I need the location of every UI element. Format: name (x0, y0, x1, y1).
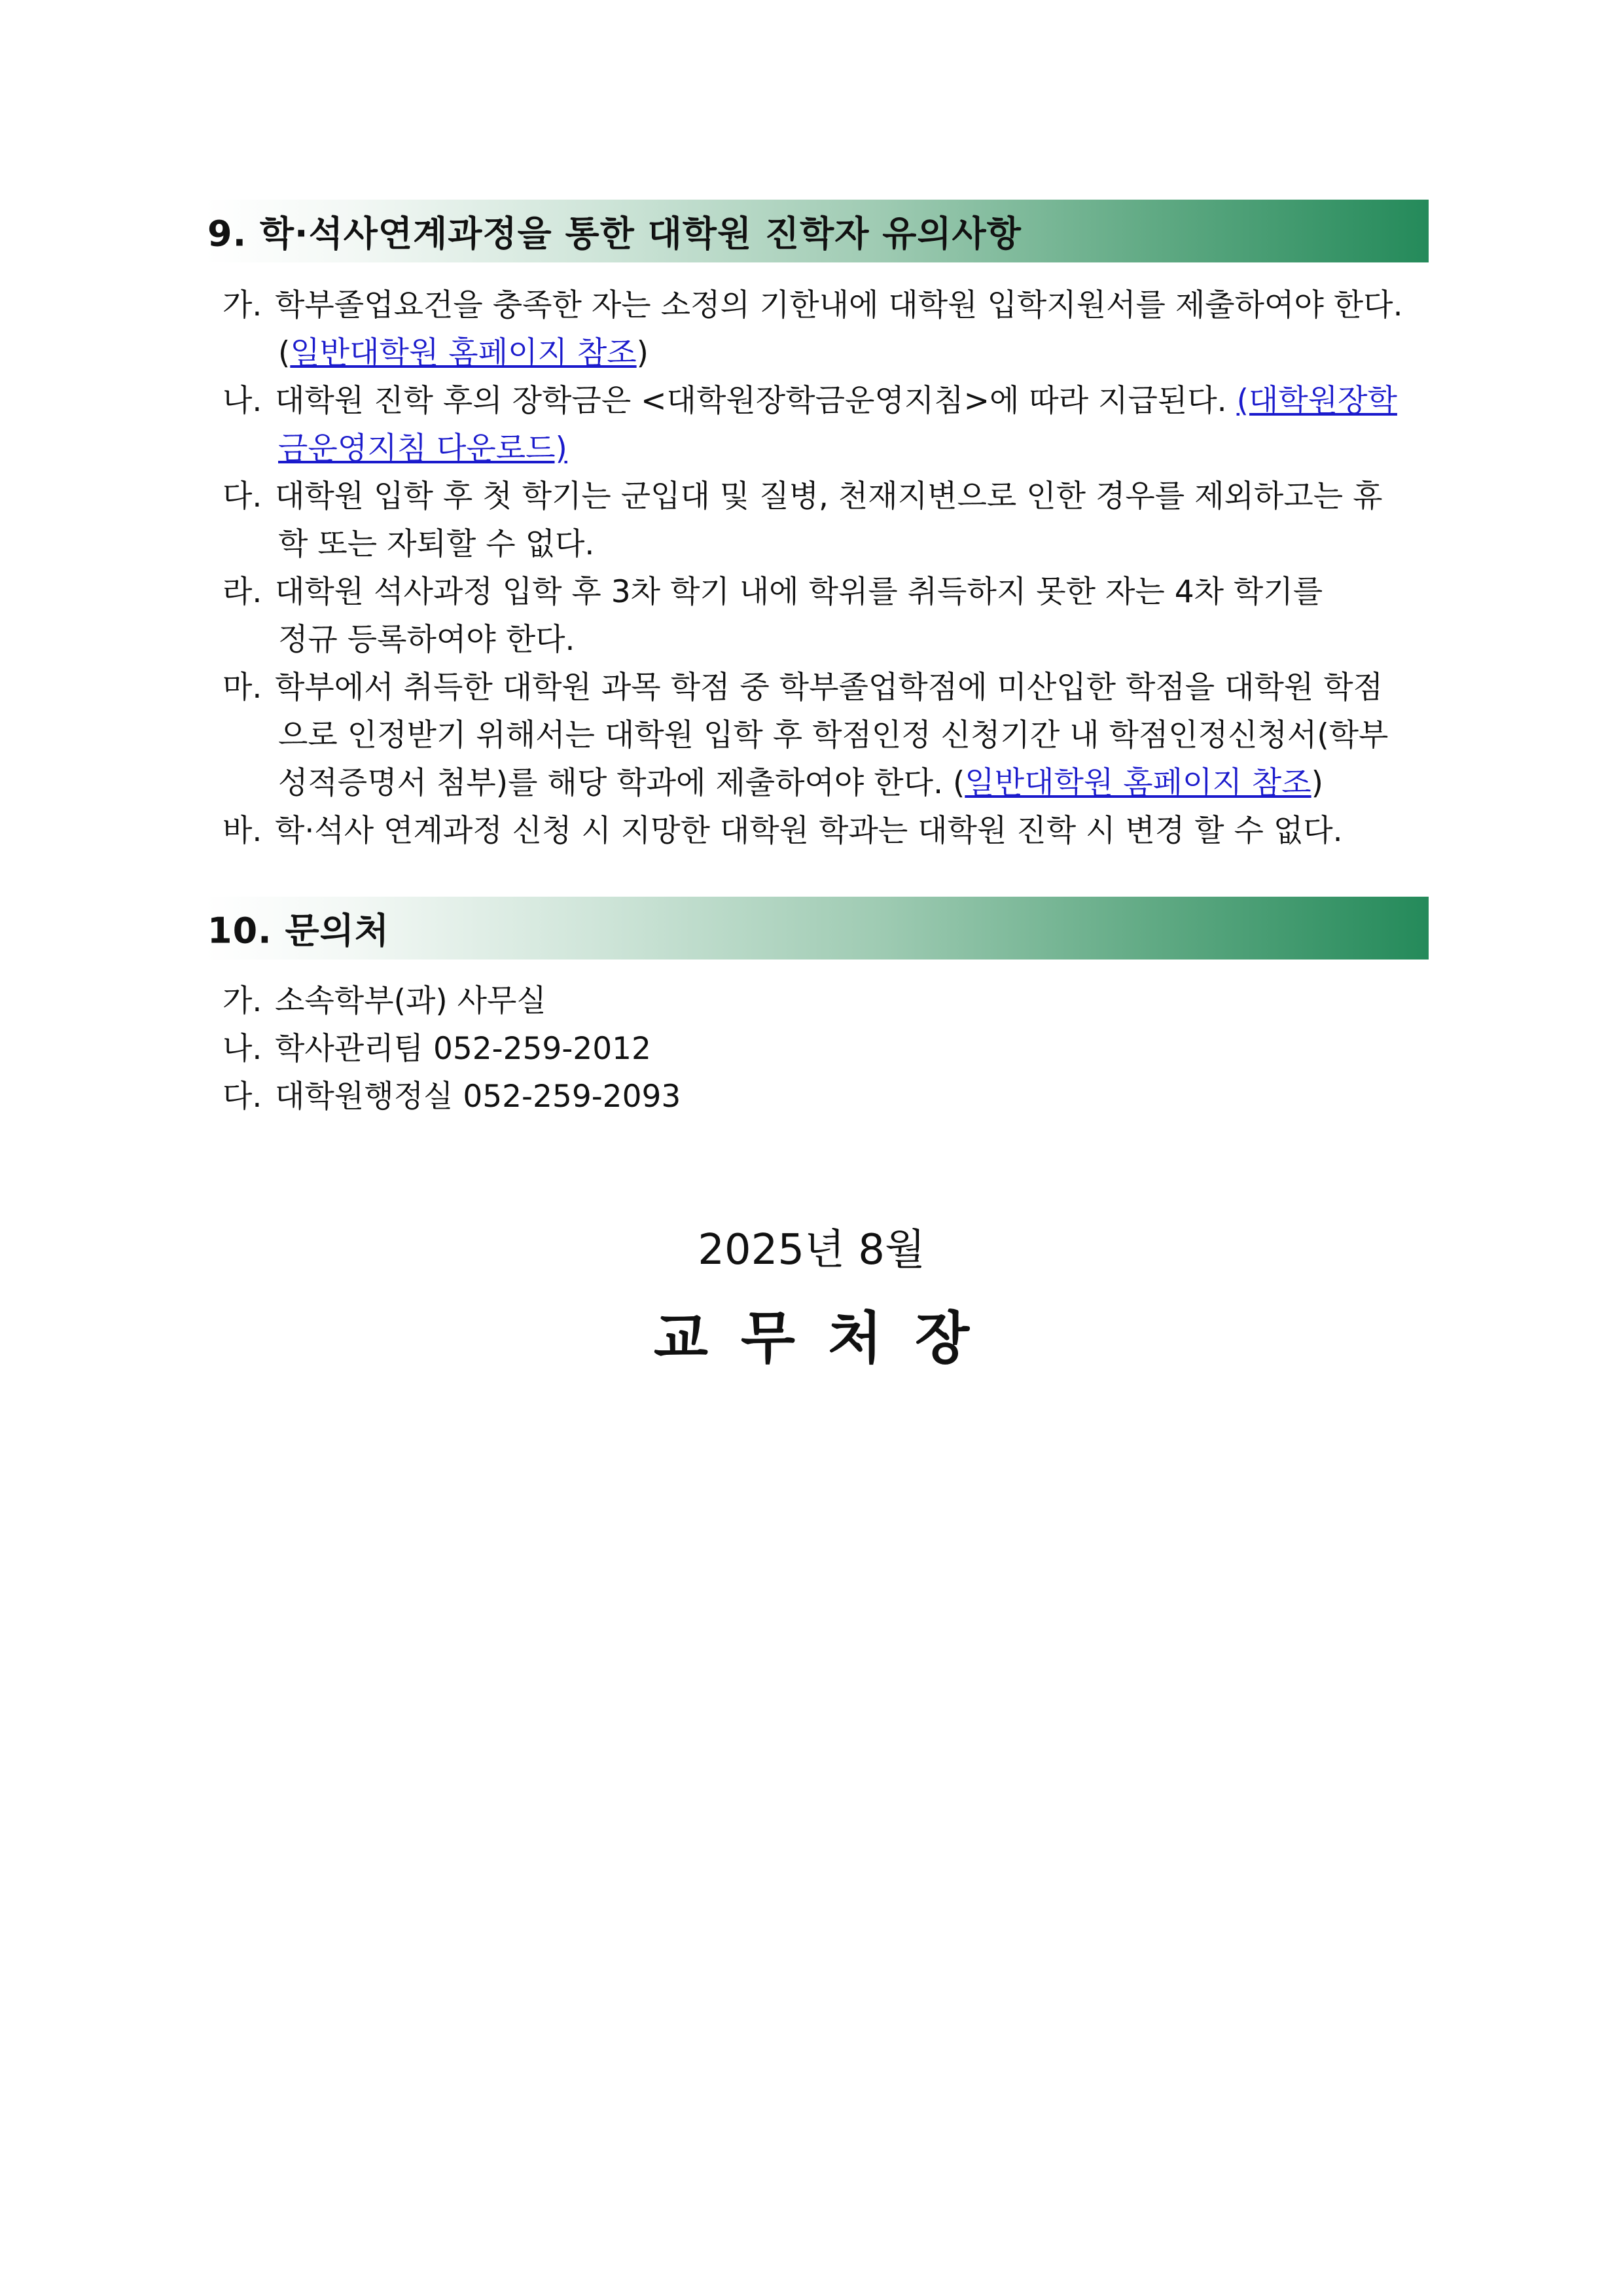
list-item (223, 568, 1440, 664)
contact-item (223, 977, 546, 1025)
grad-school-homepage-link[interactable]: 일반대학원 홈페이지 참조 (290, 335, 637, 371)
item-marker: 다. (223, 1079, 262, 1115)
item-marker: 나. (223, 383, 262, 419)
item-marker: 바. (223, 813, 262, 849)
item-text-continued: 학 또는 자퇴할 수 없다. (278, 526, 595, 562)
list-item (223, 664, 1440, 807)
item-marker: 가. (223, 983, 262, 1019)
item-marker: 라. (223, 574, 262, 610)
item-text: 학부에서 취득한 대학원 과목 학점 중 학부졸업학점에 미산입한 학점을 대학원 학점 (275, 670, 1383, 706)
grad-school-homepage-link[interactable]: 일반대학원 홈페이지 참조 (965, 765, 1311, 801)
section-10-title: 10. 문의처 (207, 910, 389, 952)
item-text-continued (223, 425, 1440, 473)
section-9-title: 9. 학·석사연계과정을 통한 대학원 진학자 유의사항 (207, 213, 1022, 255)
list-item (223, 377, 1440, 473)
contact-item (223, 1073, 681, 1121)
item-marker: 다. (223, 478, 262, 514)
item-text: 대학원 입학 후 첫 학기는 군입대 및 질병, 천재지변으로 인한 경우를 제외하고는 휴 (275, 478, 1383, 514)
section-9-header (205, 200, 1429, 262)
item-text-continued: 으로 인정받기 위해서는 대학원 입학 후 학점인정 신청기간 내 학점인정신청서(학부 (278, 717, 1389, 753)
item-text: 대학원 석사과정 입학 후 3차 학기 내에 학위를 취득하지 못한 자는 4차 학기를 (275, 574, 1323, 610)
issuer-signature: 교무처장 (653, 1306, 1003, 1371)
item-text: 학부졸업요건을 충족한 자는 소정의 기한내에 대학원 입학지원서를 제출하여야 한다. (275, 287, 1403, 323)
item-text-continued: 성적증명서 첨부)를 해당 학과에 제출하여야 한다. (일반대학원 홈페이지 참조) (278, 765, 1323, 801)
item-marker: 가. (223, 287, 262, 323)
contact-text: 소속학부(과) 사무실 (275, 983, 546, 1019)
item-text-continued: (일반대학원 홈페이지 참조) (278, 335, 649, 371)
list-item (223, 807, 1440, 855)
contact-text: 대학원행정실 052-259-2093 (275, 1079, 681, 1115)
item-text: 대학원 진학 후의 장학금은 <대학원장학금운영지침>에 따라 지급된다. (275, 383, 1227, 419)
scholarship-guideline-download-link-continued[interactable]: 금운영지침 다운로드) (278, 431, 567, 467)
contact-item (223, 1025, 651, 1073)
item-text-continued: 정규 등록하여야 한다. (278, 622, 575, 658)
item-marker: 나. (223, 1031, 262, 1067)
contact-text: 학사관리팀 052-259-2012 (275, 1031, 651, 1067)
item-text: 학·석사 연계과정 신청 시 지망한 대학원 학과는 대학원 진학 시 변경 할 수 없다. (275, 813, 1343, 849)
item-marker: 마. (223, 670, 262, 706)
list-item (223, 473, 1440, 568)
document-date: 2025년 8월 (698, 1226, 925, 1274)
section-10-header (205, 897, 1429, 960)
scholarship-guideline-download-link[interactable]: (대학원장학 (1236, 383, 1397, 419)
list-item (223, 281, 1440, 377)
